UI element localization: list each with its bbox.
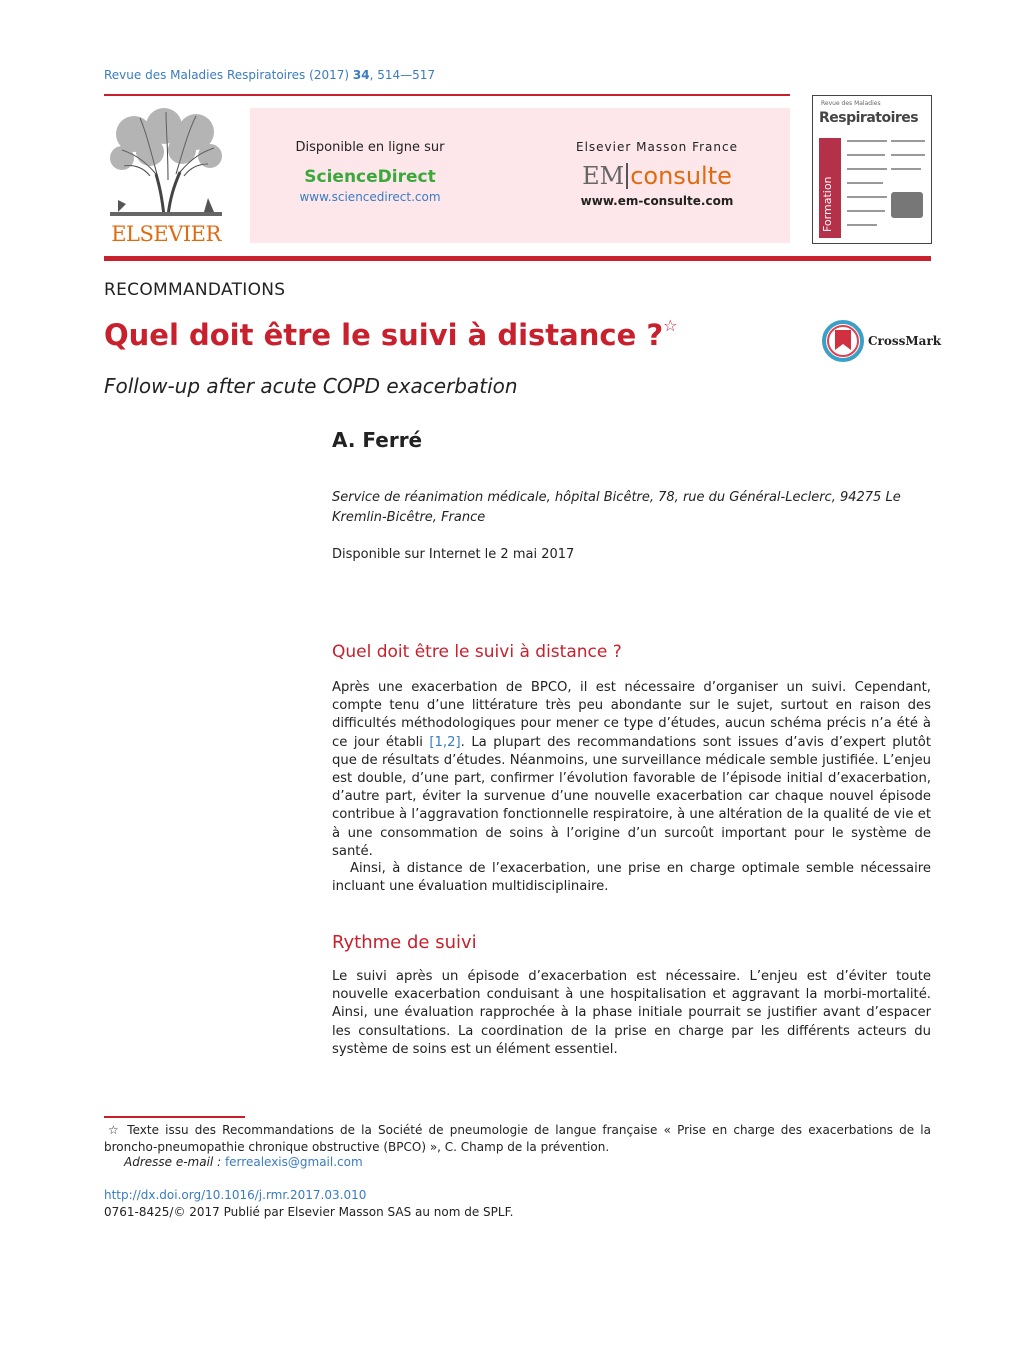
header-rule-bottom <box>104 256 931 261</box>
journal-name: Revue des Maladies Respiratoires <box>104 68 306 82</box>
journal-year: (2017) <box>309 68 350 82</box>
footnote-mark: ☆ <box>108 1123 122 1137</box>
journal-pages: , 514—517 <box>369 68 436 82</box>
cover-strip-label: Formation <box>821 176 834 232</box>
crossmark-icon <box>822 320 864 362</box>
available-online-label: Disponible en ligne sur <box>295 140 445 155</box>
emconsulte-block <box>562 140 752 208</box>
online-date: Disponible sur Internet le 2 mai 2017 <box>332 547 575 562</box>
header-rule-top <box>104 94 790 96</box>
author-affiliation: Service de réanimation médicale, hôpital Bicêtre, 78, rue du Général-Leclerc, 94275 Le Kremlin-Bicêtre, France <box>332 490 901 525</box>
footnote-rule <box>104 1116 245 1118</box>
author-name: A. Ferré <box>332 428 423 452</box>
author-email <box>124 1155 363 1169</box>
section-heading-2: Rythme de suivi <box>332 932 477 953</box>
section-heading-1: Quel doit être le suivi à distance ? <box>332 642 622 662</box>
section-1-paragraph-1: Après une exacerbation de BPCO, il est nécessaire d’organiser un suivi. Cependant, compte tenu d’une littérature très peu abondante sur le sujet, surtout en raison des difficultés méthodologiques pour mener ce type d’études, aucun schéma précis n’a été à ce jour établi [1,2]. La plupart des recommandations sont issues d’avis d’expert plutôt que de résultats d’études. Néanmoins, une surveillance médicale semble justifiée. L’enjeu est double, d’une part, confirmer l’évolution favorable de l’épisode initial d’exacerbation, d’autre part, éviter la survenue d’une nouvelle exacerbation car chaque nouvel épisode contribue à l’aggravation fonctionnelle respiratoire, à une altération de la qualité de vie et à une consommation de soins à l’origine d’un surcoût important pour le système de santé. <box>332 680 931 859</box>
cover-strip <box>819 138 841 238</box>
em-publisher-label: Elsevier Masson France <box>576 140 738 154</box>
title-footnote-mark[interactable]: ☆ <box>663 316 678 335</box>
journal-volume: 34 <box>352 68 370 82</box>
emconsulte-link[interactable]: www.em-consulte.com <box>580 194 734 208</box>
citation-link[interactable]: [1,2] <box>429 734 461 750</box>
sciencedirect-link[interactable]: www.sciencedirect.com <box>299 190 441 204</box>
section-2-paragraph-1: Le suivi après un épisode d’exacerbation est nécessaire. L’enjeu est d’éviter toute nouvelle exacerbation conduisant à une hospitalisation et aggravant la morbi-mortalité. Ainsi, une évaluation rapprochée à la phase initiale pourrait se justifier avant d’espacer les consultations. La coordination de la prise en charge par les différents acteurs du système de soins est un élément essentiel. <box>332 969 931 1057</box>
email-link[interactable]: ferrealexis@gmail.com <box>224 1155 363 1169</box>
crossmark-label: CrossMark <box>868 334 942 348</box>
footnote: ☆ Texte issu des Recommandations de la Société de pneumologie de langue française « Prise en charge des exacerbations de la broncho-pneumopathie chronique obstructive (BPCO) », C. Champ de la prévention. <box>104 1123 931 1154</box>
cover-title: Respiratoires <box>819 110 919 126</box>
emconsulte-logo[interactable]: EM consulte <box>582 162 732 190</box>
article-subtitle: Follow-up after acute COPD exacerbation <box>104 374 518 398</box>
section-1-paragraph-2: Ainsi, à distance de l’exacerbation, une prise en charge optimale semble nécessaire incluant une évaluation multidisciplinaire. <box>332 861 931 895</box>
journal-reference[interactable] <box>104 68 435 82</box>
sciencedirect-block <box>282 140 458 204</box>
sciencedirect-logo[interactable]: ScienceDirect <box>304 167 436 187</box>
elsevier-wordmark: ELSEVIER <box>111 222 221 246</box>
copyright: 0761-8425/© 2017 Publié par Elsevier Masson SAS au nom de SPLF. <box>104 1205 514 1219</box>
cover-scan-image <box>891 192 923 218</box>
section-type: RECOMMANDATIONS <box>104 280 286 300</box>
email-label: Adresse e-mail : <box>124 1155 222 1169</box>
doi-link[interactable]: http://dx.doi.org/10.1016/j.rmr.2017.03.010 <box>104 1188 367 1202</box>
article-title: Quel doit être le suivi à distance ?☆ <box>104 316 678 352</box>
journal-cover[interactable] <box>812 95 932 244</box>
cover-small-title: Revue des Maladies <box>821 100 881 107</box>
crossmark-badge[interactable] <box>822 320 942 364</box>
